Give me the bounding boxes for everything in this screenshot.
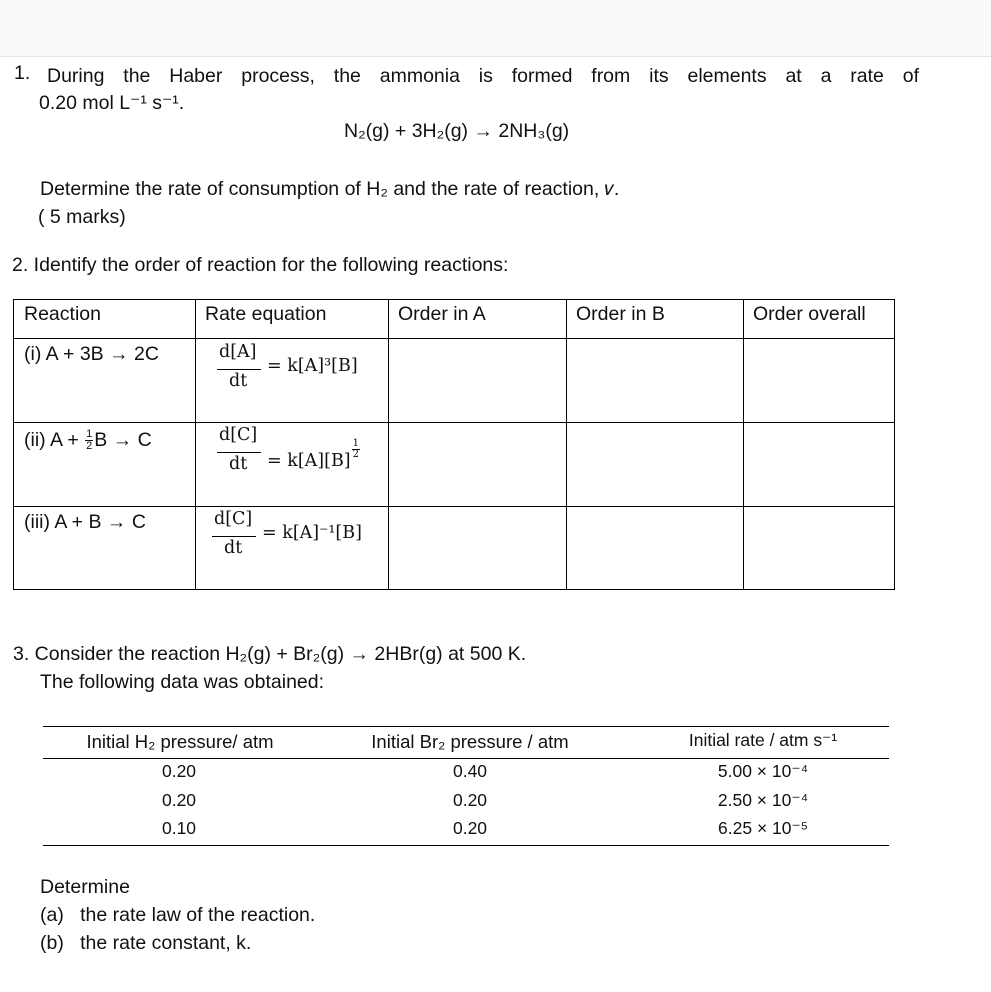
q3-intro: 3. Consider the reaction H₂(g) + Br₂(g) → 2HBr(g) at 500 K. [13,643,527,665]
header-reaction: Reaction [24,303,101,325]
data-row-1-br2: 0.40 [452,761,488,781]
rate-equation-ii-rhs: = k[A][B] $\frac{1}{2}$ [267,438,360,471]
q1-number: 1. [14,62,31,84]
col-initial-rate: Initial rate / atm s⁻¹ [688,730,838,750]
top-toolbar-area [0,0,991,57]
data-row-2-rate: 2.50 × 10⁻⁴ [717,790,809,810]
q1-text: During the Haber process, the ammonia is formed from its elements at a rate of [47,65,919,87]
q1-equation: N₂(g) + 3H₂(g) → 2NH₃(g) [344,120,570,142]
rate-equation-i-numerator: d[A] [219,342,257,362]
rate-equation-i-denominator: dt [229,371,248,391]
data-row-3-rate: 6.25 × 10⁻⁵ [718,818,808,838]
rate-equation-ii-numerator: d[C] [219,425,258,445]
kinetics-data-table [43,726,889,846]
rate-equation-iii-denominator: dt [224,538,243,558]
rate-equation-iii-rhs: = k[A]⁻¹[B] [262,523,362,543]
q1-instruction: Determine the rate of consumption of H₂ and the rate of reaction, 𝑣. [40,178,620,200]
q3-determine: Determine [40,876,130,898]
q2-prompt: 2. Identify the order of reaction for the following reactions: [12,254,509,276]
q1-marks: ( 5 marks) [38,206,126,228]
header-order-overall: Order overall [753,303,866,325]
rate-equation-i-rhs: = k[A]³[B] [267,356,358,376]
data-row-3-h2: 0.10 [161,818,197,838]
data-row-2-h2: 0.20 [161,790,197,810]
data-row-1-rate: 5.00 × 10⁻⁴ [717,761,809,781]
data-row-1-h2: 0.20 [161,761,197,781]
data-row-3-br2: 0.20 [452,818,488,838]
rate-equation-ii-denominator: dt [229,454,248,474]
q3-part-a: (a) the rate law of the reaction. [40,904,316,926]
rate-equation-iii-numerator: d[C] [214,509,253,529]
col-h2-pressure: Initial H₂ pressure/ atm [86,731,274,752]
q3-part-b: (b) the rate constant, k. [40,932,252,954]
data-row-2-br2: 0.20 [452,790,488,810]
q1-rate: 0.20 mol L⁻¹ s⁻¹. [39,92,185,114]
header-rate-equation: Rate equation [205,303,327,325]
q3-data-intro: The following data was obtained: [40,671,325,693]
reaction-i: (i) A + 3B → 2C [24,343,159,365]
reaction-iii: (iii) A + B → C [24,511,146,533]
half-fraction: $\frac{1}{2}$ [86,428,93,453]
reaction-ii: (ii) A + $\frac{1}{2}$ B → C [24,428,152,453]
col-br2-pressure: Initial Br₂ pressure / atm [371,731,569,752]
header-order-a: Order in A [398,303,486,325]
order-table [13,299,895,590]
header-order-b: Order in B [576,303,665,325]
